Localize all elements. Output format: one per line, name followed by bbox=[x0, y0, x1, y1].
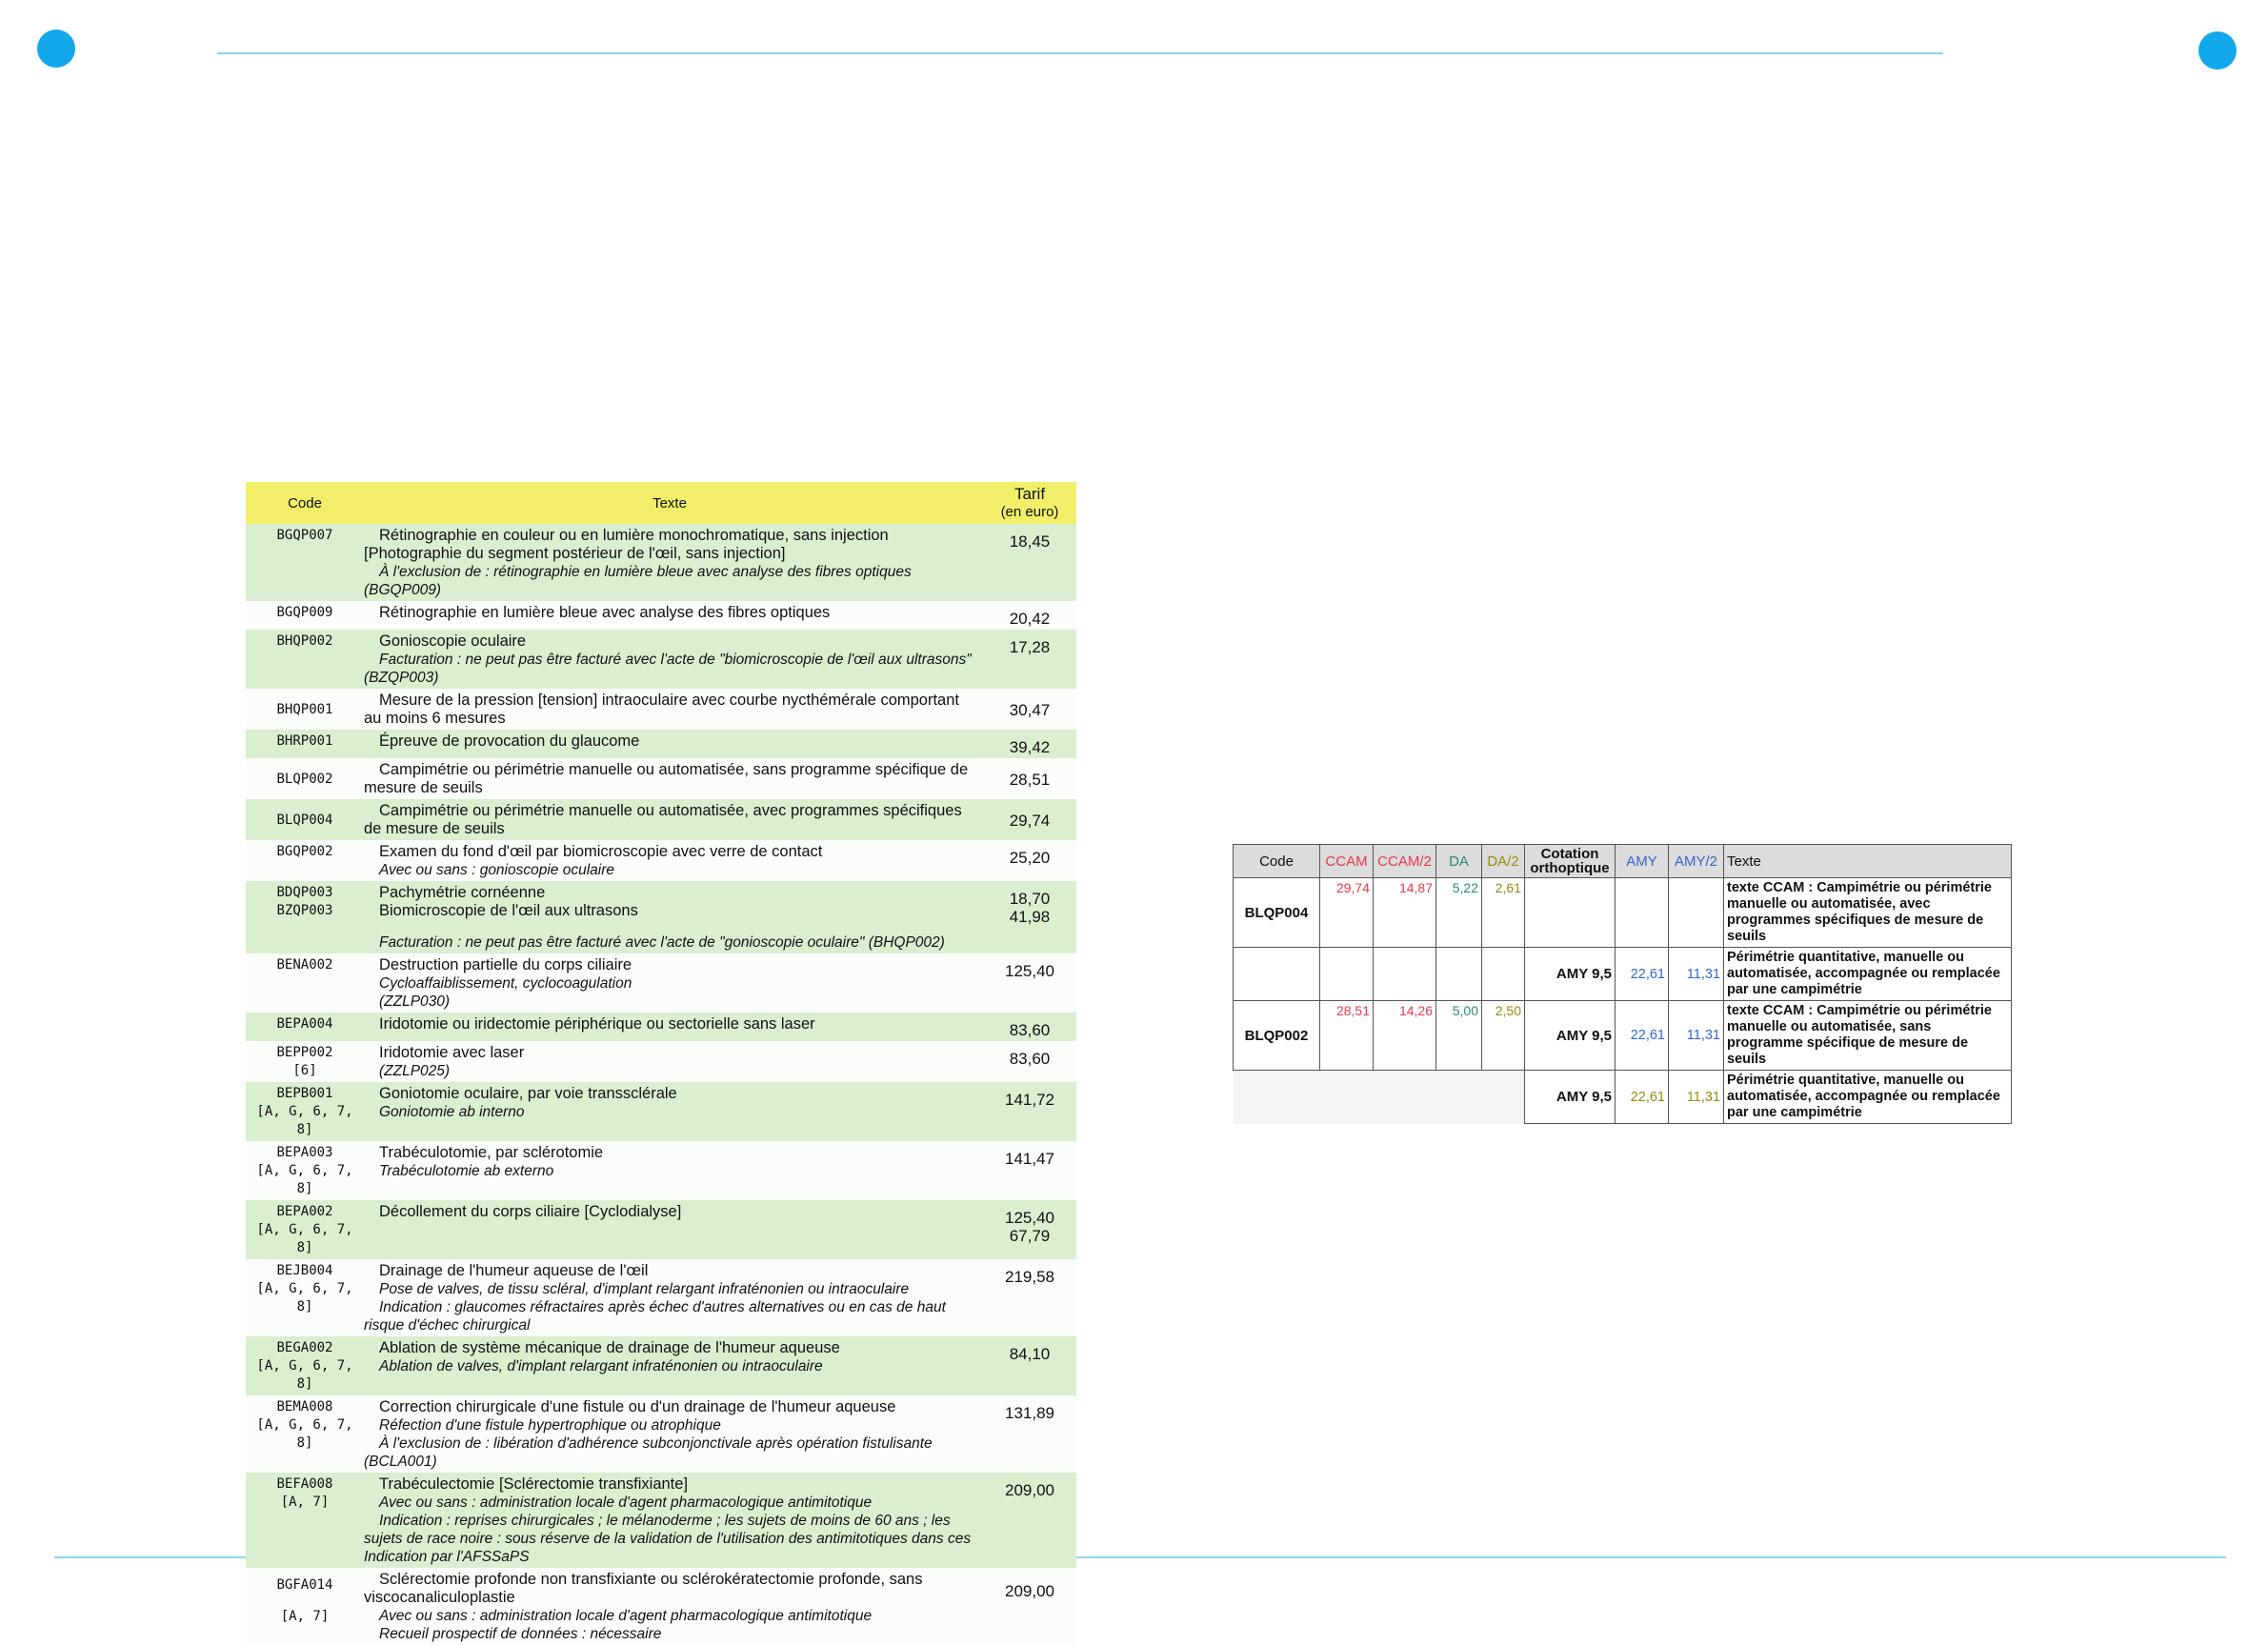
cell-tarif bbox=[983, 701, 1076, 719]
cell-amy bbox=[1616, 878, 1669, 948]
act-modifiers: [A, 7] bbox=[280, 1495, 330, 1510]
table-header bbox=[246, 482, 1076, 524]
table-row bbox=[246, 1041, 1076, 1082]
cell-code bbox=[246, 1475, 364, 1566]
cell-cotation bbox=[1525, 878, 1616, 948]
tarif-value: 209,00 bbox=[1005, 1481, 1054, 1499]
header-code: Code bbox=[288, 494, 322, 512]
act-label: Goniotomie oculaire, par voie transsclérale bbox=[379, 1085, 677, 1102]
act-code: BGFA014 bbox=[276, 1577, 333, 1593]
act-label: Campimétrie ou périmétrie manuelle ou automatisée, avec programmes spécifiques de mesure de seuils bbox=[364, 802, 962, 837]
act-modifiers: [A, G, 6, 7, 8] bbox=[256, 1104, 353, 1137]
act-code: BEJB004 bbox=[276, 1263, 333, 1278]
cell-amy2: 11,31 bbox=[1669, 948, 1724, 1001]
act-note: Indication : glaucomes réfractaires après échec d'autres alternatives ou en cas de haut risque d'échec chirurgical bbox=[364, 1299, 946, 1334]
cell-code bbox=[246, 527, 364, 599]
table-row bbox=[246, 1141, 1076, 1200]
ccam-tariff-table bbox=[246, 482, 1076, 1645]
cell-code bbox=[246, 1203, 364, 1257]
table-row bbox=[246, 1473, 1076, 1568]
cell-amy: 22,61 bbox=[1616, 1001, 1669, 1071]
cell-tarif bbox=[983, 843, 1076, 879]
tarif-value: 25,20 bbox=[1009, 849, 1051, 867]
cell-texte bbox=[364, 527, 983, 599]
act-note: Facturation : ne peut pas être facturé avec l'acte de "biomicroscopie de l'œil aux ultrasons" (BZQP003) bbox=[364, 652, 972, 686]
col-amy: AMY bbox=[1616, 845, 1669, 878]
act-code: BDQP003 bbox=[276, 885, 333, 900]
cell-texte: texte CCAM : Campimétrie ou périmétrie manuelle ou automatisée, avec programmes spécifiques de mesure de seuils bbox=[1724, 878, 2012, 948]
cell-tarif bbox=[983, 732, 1076, 756]
table-row bbox=[246, 1395, 1076, 1473]
table-row bbox=[246, 730, 1076, 758]
cell-code bbox=[246, 632, 364, 687]
cell-tarif bbox=[983, 1398, 1076, 1471]
cell-tarif bbox=[983, 1144, 1076, 1198]
tarif-value: 125,40 bbox=[1005, 962, 1054, 980]
cell-tarif bbox=[983, 1571, 1076, 1643]
cell-tarif bbox=[983, 604, 1076, 628]
table-row bbox=[246, 1200, 1076, 1259]
cell-cotation: AMY 9,5 bbox=[1525, 948, 1616, 1001]
table-row bbox=[246, 524, 1076, 601]
cell-da: 5,00 bbox=[1436, 1001, 1482, 1071]
cell-tarif bbox=[983, 1262, 1076, 1334]
act-modifiers: [6] bbox=[292, 1063, 317, 1078]
tarif-value: 219,58 bbox=[1005, 1268, 1054, 1286]
cell-texte bbox=[364, 604, 983, 628]
cell-code bbox=[246, 1085, 364, 1139]
tarif-value: 125,40 bbox=[1005, 1209, 1054, 1227]
table-row bbox=[246, 881, 1076, 953]
act-modifiers: [A, G, 6, 7, 8] bbox=[256, 1222, 353, 1255]
cell-code bbox=[246, 1339, 364, 1394]
table-row bbox=[246, 840, 1076, 881]
act-modifiers: BZQP003 bbox=[276, 903, 333, 918]
cell-texte bbox=[364, 632, 983, 687]
tarif-value: 141,47 bbox=[1005, 1150, 1054, 1168]
act-label: Biomicroscopie de l'œil aux ultrasons bbox=[379, 902, 638, 919]
col-amy2: AMY/2 bbox=[1669, 845, 1724, 878]
act-code: BHQP002 bbox=[276, 633, 333, 649]
tarif-value: 30,47 bbox=[1009, 700, 1051, 719]
act-label: Drainage de l'humeur aqueuse de l'œil bbox=[379, 1262, 649, 1279]
top-rule bbox=[217, 52, 1943, 54]
col-ccam2: CCAM/2 bbox=[1374, 845, 1436, 878]
tarif-value: 18,70 bbox=[1009, 890, 1051, 908]
cell-amy2: 11,31 bbox=[1669, 1001, 1724, 1071]
cell-texte bbox=[364, 1044, 983, 1080]
cell-code bbox=[246, 732, 364, 756]
cell-code bbox=[246, 1015, 364, 1039]
act-code: BEPP002 bbox=[276, 1045, 333, 1060]
cell-texte bbox=[364, 956, 983, 1011]
col-da2: DA/2 bbox=[1482, 845, 1525, 878]
cell-code bbox=[246, 843, 364, 879]
act-note: Facturation : ne peut pas être facturé avec l'acte de "gonioscopie oculaire" (BHQP002) bbox=[379, 934, 945, 951]
act-code: BEPA004 bbox=[276, 1016, 333, 1032]
act-code: BGQP002 bbox=[276, 844, 333, 859]
act-note: Goniotomie ab interno bbox=[379, 1104, 525, 1120]
tarif-value: 141,72 bbox=[1005, 1091, 1054, 1109]
cell-texte: Périmétrie quantitative, manuelle ou automatisée, accompagnée ou remplacée par une campimétrie bbox=[1724, 948, 2012, 1001]
cell-tarif bbox=[983, 812, 1076, 830]
table-row bbox=[246, 758, 1076, 799]
act-note: (ZZLP025) bbox=[379, 1063, 451, 1079]
cell-code bbox=[246, 701, 364, 719]
corner-dot-left bbox=[37, 30, 75, 68]
cell-cotation: AMY 9,5 bbox=[1525, 1071, 1616, 1124]
act-modifiers: [A, G, 6, 7, 8] bbox=[256, 1417, 353, 1451]
act-code: BEPA003 bbox=[276, 1145, 333, 1160]
cell-da2 bbox=[1482, 948, 1525, 1001]
tarif-value: 83,60 bbox=[1009, 1050, 1051, 1068]
col-code: Code bbox=[1234, 845, 1320, 878]
table-row bbox=[246, 630, 1076, 689]
cell-ccam2: 14,87 bbox=[1374, 878, 1436, 948]
cell-texte: texte CCAM : Campimétrie ou périmétrie manuelle ou automatisée, sans programme spécifique de mesure de seuils bbox=[1724, 1001, 2012, 1071]
cell-code bbox=[246, 1044, 364, 1080]
tarif-value: 28,51 bbox=[1009, 770, 1051, 789]
cell-texte bbox=[364, 802, 983, 838]
cell-texte bbox=[364, 1085, 983, 1139]
cell-texte bbox=[364, 1203, 983, 1257]
act-code: BEPA002 bbox=[276, 1204, 333, 1219]
cell-da bbox=[1436, 948, 1482, 1001]
act-label: Mesure de la pression [tension] intraoculaire avec courbe nycthémérale comportant au moins 6 mesures bbox=[364, 692, 959, 727]
col-texte: Texte bbox=[1724, 845, 2012, 878]
act-note: Avec ou sans : administration locale d'agent pharmacologique antimitotique bbox=[379, 1495, 873, 1511]
act-code: BEFA008 bbox=[276, 1476, 333, 1492]
act-label: Gonioscopie oculaire bbox=[379, 632, 527, 650]
cell-tarif bbox=[983, 1475, 1076, 1566]
table-row bbox=[246, 601, 1076, 630]
table-row bbox=[1234, 948, 2012, 1001]
act-code: BENA002 bbox=[276, 957, 333, 973]
cell-cotation: AMY 9,5 bbox=[1525, 1001, 1616, 1071]
table-row bbox=[1234, 1071, 2012, 1124]
cell-code bbox=[246, 812, 364, 830]
act-note: À l'exclusion de : libération d'adhérence subconjonctivale après opération fistulisante (BCLA001) bbox=[364, 1435, 933, 1470]
tarif-value: 20,42 bbox=[1009, 610, 1051, 628]
act-code: BEMA008 bbox=[276, 1399, 333, 1414]
tarif-value: 209,00 bbox=[1005, 1582, 1054, 1600]
cell-code bbox=[246, 884, 364, 952]
act-code: BEGA002 bbox=[276, 1340, 333, 1355]
cell-tarif bbox=[983, 1015, 1076, 1039]
tarif-value: 29,74 bbox=[1009, 811, 1051, 830]
cell-texte bbox=[364, 843, 983, 879]
act-code: BLQP004 bbox=[276, 812, 333, 828]
act-label: Iridotomie ou iridectomie périphérique ou sectorielle sans laser bbox=[379, 1015, 815, 1033]
act-label: Campimétrie ou périmétrie manuelle ou automatisée, sans programme spécifique de mesure de seuils bbox=[364, 761, 969, 796]
cell-da: 5,22 bbox=[1436, 878, 1482, 948]
act-code: BHRP001 bbox=[276, 733, 333, 749]
orthoptic-cotation-table bbox=[1233, 844, 2012, 1124]
table-row bbox=[246, 799, 1076, 840]
cell-tarif bbox=[983, 1044, 1076, 1080]
cell-code bbox=[246, 1398, 364, 1471]
act-note: Avec ou sans : gonioscopie oculaire bbox=[379, 862, 615, 878]
cell-tarif bbox=[983, 771, 1076, 789]
act-code: BGQP007 bbox=[276, 528, 333, 543]
cell-code bbox=[246, 1144, 364, 1198]
table-row bbox=[246, 1336, 1076, 1395]
act-label: Sclérectomie profonde non transfixiante ou sclérokératectomie profonde, sans viscocanaliculoplastie bbox=[364, 1571, 923, 1606]
table-row bbox=[1234, 878, 2012, 948]
act-label: Correction chirurgicale d'une fistule ou d'un drainage de l'humeur aqueuse bbox=[379, 1398, 896, 1415]
act-label: Rétinographie en couleur ou en lumière monochromatique, sans injection [Photographie du segment postérieur de l'œil, sans injection] bbox=[364, 527, 889, 562]
cell-texte bbox=[364, 1571, 983, 1643]
act-code: BHQP001 bbox=[276, 701, 333, 717]
cell-tarif bbox=[983, 1339, 1076, 1394]
act-note: Trabéculotomie ab externo bbox=[379, 1163, 554, 1179]
cell-amy2: 11,31 bbox=[1669, 1071, 1724, 1124]
cell-amy: 22,61 bbox=[1616, 1071, 1669, 1124]
cell-amy2 bbox=[1669, 878, 1724, 948]
tarif-value: 67,79 bbox=[1009, 1227, 1051, 1245]
table-body bbox=[246, 524, 1076, 1645]
act-note: Avec ou sans : administration locale d'agent pharmacologique antimitotique bbox=[379, 1608, 873, 1624]
cell-texte bbox=[364, 692, 983, 728]
act-note: À l'exclusion de : rétinographie en lumière bleue avec analyse des fibres optiques (BGQP009) bbox=[364, 564, 912, 598]
act-label: Épreuve de provocation du glaucome bbox=[379, 732, 640, 750]
cell-texte bbox=[364, 884, 983, 952]
table-row bbox=[1234, 1001, 2012, 1071]
tarif-value: 41,98 bbox=[1009, 908, 1051, 926]
act-note: Réfection d'une fistule hypertrophique ou atrophique bbox=[379, 1417, 721, 1434]
cell-code bbox=[246, 1262, 364, 1334]
cell-texte bbox=[364, 1398, 983, 1471]
cell-ccam: 29,74 bbox=[1320, 878, 1374, 948]
cell-empty bbox=[1234, 1071, 1525, 1124]
tarif-value: 83,60 bbox=[1009, 1021, 1051, 1039]
header-tarif-label: Tarif bbox=[1014, 485, 1046, 503]
act-note: Ablation de valves, d'implant relargant infraténonien ou intraoculaire bbox=[379, 1358, 823, 1374]
cell-code bbox=[1234, 948, 1320, 1001]
cell-da2: 2,50 bbox=[1482, 1001, 1525, 1071]
act-note: Recueil prospectif de données : nécessaire bbox=[379, 1626, 662, 1642]
table-row bbox=[246, 1259, 1076, 1336]
cell-texte bbox=[364, 1015, 983, 1039]
act-label: Trabéculotomie, par sclérotomie bbox=[379, 1144, 604, 1161]
act-modifiers: [A, G, 6, 7, 8] bbox=[256, 1163, 353, 1196]
act-note: Cycloaffaiblissement, cyclocoagulation bbox=[379, 975, 632, 992]
cell-ccam bbox=[1320, 948, 1374, 1001]
cell-texte bbox=[364, 1475, 983, 1566]
act-modifiers: [A, G, 6, 7, 8] bbox=[256, 1281, 353, 1314]
cell-code bbox=[246, 956, 364, 1011]
tarif-value: 18,45 bbox=[1009, 532, 1051, 551]
act-label: Ablation de système mécanique de drainage de l'humeur aqueuse bbox=[379, 1339, 840, 1356]
act-label: Rétinographie en lumière bleue avec analyse des fibres optiques bbox=[379, 604, 831, 621]
cell-texte bbox=[364, 732, 983, 756]
header-tarif-unit: (en euro) bbox=[1000, 504, 1059, 520]
act-code: BEPB001 bbox=[276, 1086, 333, 1101]
table-row bbox=[246, 1013, 1076, 1041]
cell-tarif bbox=[983, 1203, 1076, 1257]
cell-code bbox=[246, 1571, 364, 1643]
cell-ccam2: 14,26 bbox=[1374, 1001, 1436, 1071]
tarif-value: 84,10 bbox=[1009, 1345, 1051, 1363]
act-note: Pose de valves, de tissu scléral, d'implant relargant infraténonien ou intraoculaire bbox=[379, 1281, 910, 1297]
table-row bbox=[246, 1082, 1076, 1141]
cell-tarif bbox=[983, 1085, 1076, 1139]
cell-code bbox=[246, 604, 364, 628]
cell-tarif bbox=[983, 527, 1076, 599]
col-da: DA bbox=[1436, 845, 1482, 878]
cell-texte: Périmétrie quantitative, manuelle ou automatisée, accompagnée ou remplacée par une campimétrie bbox=[1724, 1071, 2012, 1124]
act-label: Décollement du corps ciliaire [Cyclodialyse] bbox=[379, 1203, 682, 1220]
cell-texte bbox=[364, 1339, 983, 1394]
cell-tarif bbox=[983, 956, 1076, 1011]
act-code: BGQP009 bbox=[276, 605, 333, 620]
act-label: Trabéculectomie [Sclérectomie transfixiante] bbox=[379, 1475, 689, 1493]
cell-da2: 2,61 bbox=[1482, 878, 1525, 948]
cell-tarif bbox=[983, 632, 1076, 687]
tarif-value: 131,89 bbox=[1005, 1404, 1054, 1422]
cell-code: BLQP002 bbox=[1234, 1001, 1320, 1071]
header-texte: Texte bbox=[652, 494, 687, 512]
cell-code: BLQP004 bbox=[1234, 878, 1320, 948]
cell-texte bbox=[364, 761, 983, 797]
cell-code bbox=[246, 771, 364, 789]
col-ccam: CCAM bbox=[1320, 845, 1374, 878]
col-cotation: Cotation orthoptique bbox=[1525, 845, 1616, 878]
cell-texte bbox=[364, 1262, 983, 1334]
table-row bbox=[246, 1568, 1076, 1645]
cell-ccam2 bbox=[1374, 948, 1436, 1001]
act-code: BLQP002 bbox=[276, 771, 333, 787]
header-tarif bbox=[983, 485, 1076, 521]
tarif-value: 17,28 bbox=[1009, 638, 1051, 656]
cell-ccam: 28,51 bbox=[1320, 1001, 1374, 1071]
act-modifiers: [A, 7] bbox=[280, 1609, 330, 1624]
table-row bbox=[246, 953, 1076, 1013]
corner-dot-right bbox=[2198, 31, 2237, 70]
cell-amy: 22,61 bbox=[1616, 948, 1669, 1001]
act-modifiers: [A, G, 6, 7, 8] bbox=[256, 1358, 353, 1392]
act-note: Indication : reprises chirurgicales ; le mélanoderme ; les sujets de moins de 60 ans ; les sujets de race noire : sous réserve de la validation de l'utilisation des antimitotiques dans ces Indication par l'AFSSaPS bbox=[364, 1513, 972, 1565]
act-label: Pachymétrie cornéenne bbox=[379, 884, 546, 901]
act-note: (ZZLP030) bbox=[379, 993, 451, 1010]
act-label: Iridotomie avec laser bbox=[379, 1044, 525, 1061]
act-label: Destruction partielle du corps ciliaire bbox=[379, 956, 632, 973]
table-row bbox=[246, 689, 1076, 730]
act-label: Examen du fond d'œil par biomicroscopie avec verre de contact bbox=[379, 843, 823, 860]
cell-tarif bbox=[983, 884, 1076, 952]
cell-texte bbox=[364, 1144, 983, 1198]
tarif-value: 39,42 bbox=[1009, 738, 1051, 756]
